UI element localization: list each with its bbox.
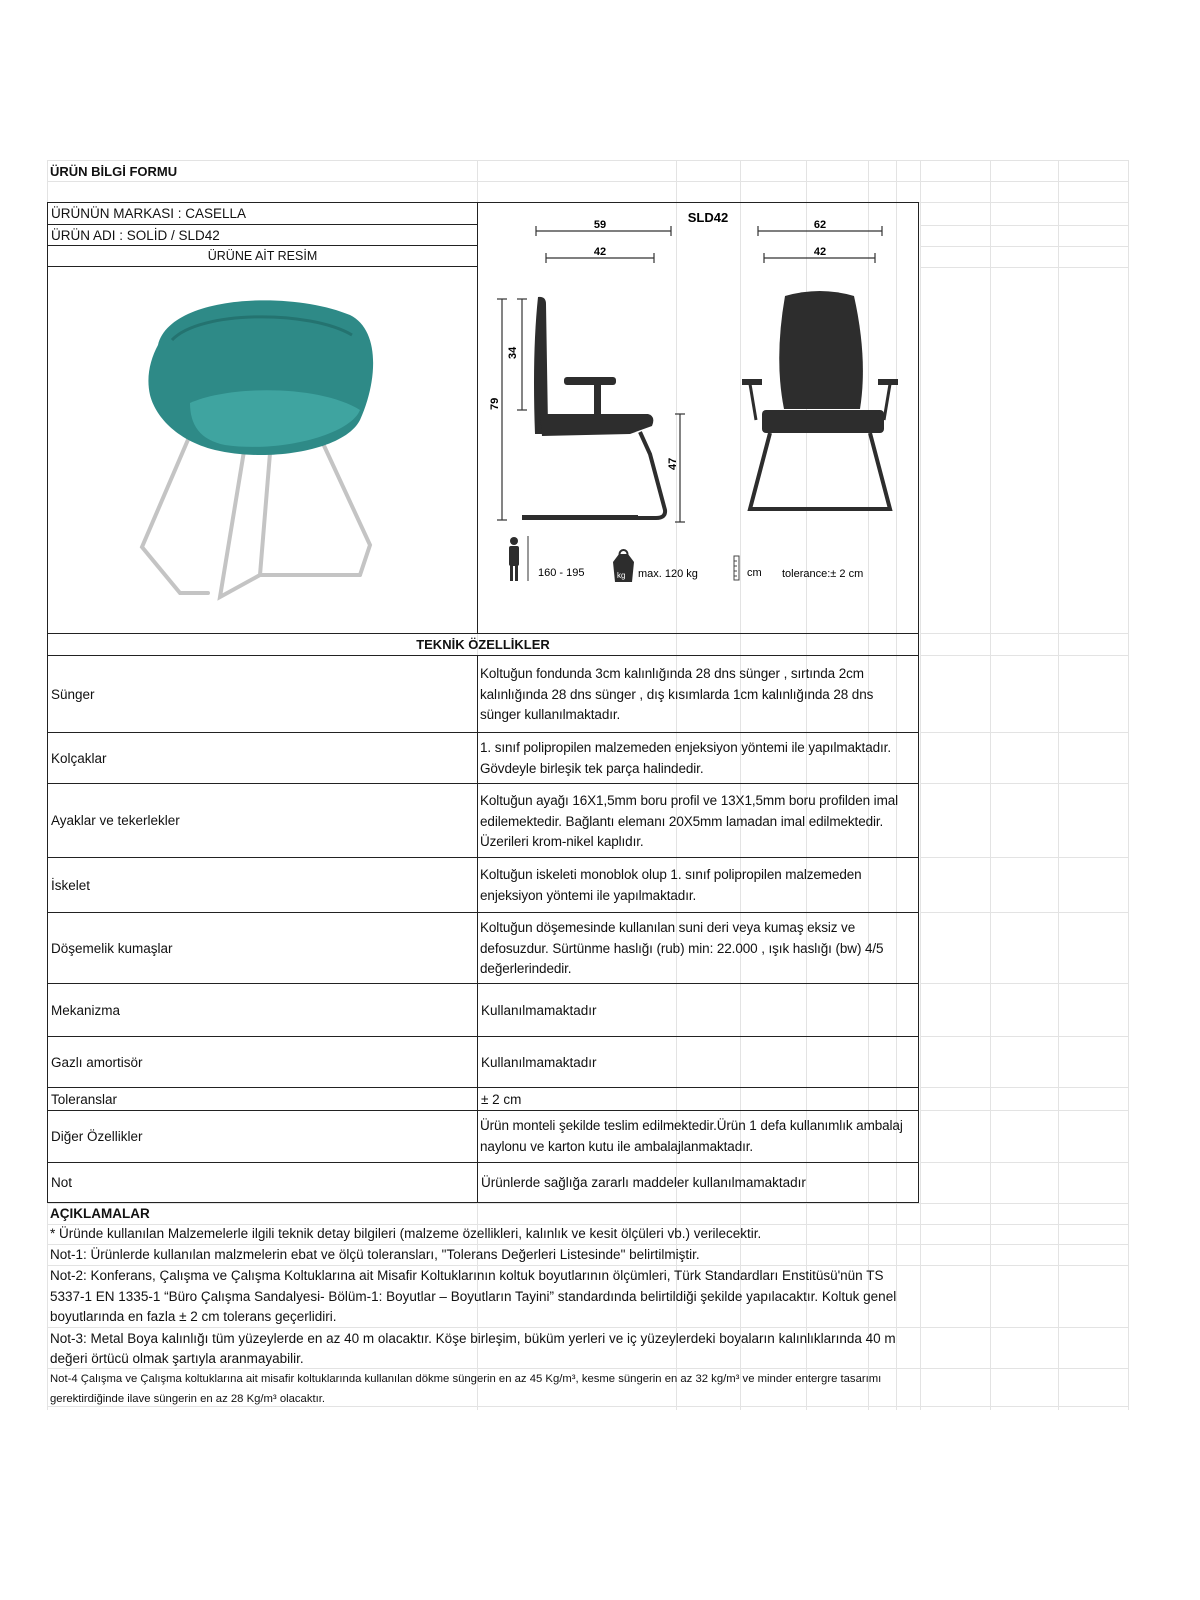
tolerance-label: tolerance:± 2 cm [782, 568, 864, 580]
spec-label-text: Kolçaklar [51, 750, 107, 766]
spec-value [477, 983, 919, 1037]
spec-value [477, 655, 919, 733]
spec-label [47, 983, 478, 1037]
product-photo [120, 285, 390, 615]
specs-title-text: TEKNİK ÖZELLİKLER [416, 637, 550, 652]
spec-label-text: Gazlı amortisör [51, 1054, 143, 1070]
chair-shell [148, 300, 373, 455]
note-star: * Üründe kullanılan Malzemelerle ilgili teknik detay bilgileri (malzeme özellikleri, kalınlık ve kesit ölçüleri vb.) verilecektir. [50, 1226, 762, 1241]
spec-label [47, 857, 478, 913]
front-view-chair [742, 291, 898, 509]
side-view-chair [522, 297, 665, 520]
brand-text: ÜRÜNÜN MARKASI : CASELLA [51, 206, 247, 221]
spec-label [47, 912, 478, 984]
note-4: Not-4 Çalışma ve Çalışma koltuklarına ait misafir koltuklarında kullanılan dökme süngerin en az 45 Kg/m³, kesme süngerin en az 32 kg/m³ ve minder entergre tasarımı gerektirdiğinde ilave süngerin en az 28 Kg/m³ olacaktır. [50, 1372, 882, 1405]
spec-value-text: Koltuğun fondunda 3cm kalınlığında 28 dns sünger , sırtında 2cm kalınlığında 28 dns sünger , dış kısımlarda 1cm kalınlığında 28 dns sünger kullanılmaktadır. [480, 666, 874, 722]
spec-label [47, 783, 478, 858]
dim-seat-height: 47 [667, 457, 679, 470]
ruler-icon [734, 556, 739, 580]
spec-label [47, 655, 478, 733]
dim-total-height: 79 [489, 397, 501, 410]
spec-label-text: Toleranslar [51, 1091, 118, 1107]
notes-block [50, 1224, 918, 1409]
spec-value-text: Ürünlerde sağlığa zararlı maddeler kullanılmamaktadır [481, 1175, 806, 1190]
image-caption: ÜRÜNE AİT RESİM [207, 249, 318, 263]
image-divider [477, 202, 478, 634]
spec-label [47, 1162, 478, 1203]
spec-value [477, 1087, 919, 1111]
spec-value-text: Kullanılmamaktadır [481, 1054, 597, 1070]
spec-label [47, 1087, 478, 1111]
unit-label: cm [747, 567, 762, 579]
dim-back-height: 34 [507, 346, 519, 359]
spec-value-text: Koltuğun döşemesinde kullanılan suni deri veya kumaş eksiz ve defosuzdur. Sürtünme haslığı (rub) min: 22.000 , ışık haslığı (bw) 4/5 değerlerindedir. [480, 920, 884, 976]
spec-value-text: ± 2 cm [481, 1091, 522, 1107]
notes-title: AÇIKLAMALAR [50, 1206, 150, 1221]
note-2: Not-2: Konferans, Çalışma ve Çalışma Koltuklarına ait Misafir Koltuklarının koltuk boyutlarının ölçümleri, Türk Standardları Enstitüsü'nün TS 5337-1 EN 1335-1 “Büro Çalışma Sandalyesi- Bölüm-1: Boyutlar – Boyutların Tayini” standardında belirtildiği şekilde yapılacaktır. Koltuk genel boyutlarında en fazla ± 2 cm tolerans geçerlidiri. [50, 1268, 897, 1324]
spec-value [477, 857, 919, 913]
spec-value [477, 732, 919, 784]
spec-value [477, 1110, 919, 1163]
weight-icon-label: kg [617, 571, 626, 580]
dim-front-width: 62 [813, 219, 827, 231]
spec-label [47, 1110, 478, 1163]
spec-label-text: Diğer Özellikler [51, 1129, 143, 1144]
spec-value-text: 1. sınıf polipropilen malzemeden enjeksiyon yöntemi ile yapılmaktadır. Gövdeyle birleşik tek parça halindedir. [480, 740, 891, 776]
max-weight: max. 120 kg [638, 568, 698, 580]
spec-value [477, 1162, 919, 1203]
form-title: ÜRÜN BİLGİ FORMU [50, 164, 178, 179]
product-name-text: ÜRÜN ADI : SOLİD / SLD42 [51, 227, 220, 243]
dim-side-width: 59 [593, 219, 607, 231]
specs-title [47, 633, 919, 656]
chair-legs [142, 435, 370, 597]
spec-label-text: Döşemelik kumaşlar [51, 940, 173, 956]
spec-label [47, 1036, 478, 1088]
spec-value-text: Ürün monteli şekilde teslim edilmektedir.Ürün 1 defa kullanımlık ambalaj naylonu ve karton kutu ile ambalajlanmaktadır. [480, 1118, 903, 1154]
note-3: Not-3: Metal Boya kalınlığı tüm yüzeylerde en az 40 m olacaktır. Köşe birleşim, büküm yerleri ve iç yüzeylerdeki boyaların kalınlıklarında 40 m değeri örtücü olmak şartıyla aranmayabilir. [50, 1330, 896, 1366]
spec-label [47, 732, 478, 784]
spec-label-text: Not [51, 1175, 73, 1190]
spec-label-text: Ayaklar ve tekerlekler [51, 813, 180, 828]
person-range: 160 - 195 [538, 567, 585, 579]
model-code: SLD42 [687, 210, 729, 225]
person-icon [509, 536, 528, 581]
spec-value-text: Koltuğun ayağı 16X1,5mm boru profil ve 13X1,5mm boru profilden imal edilemektedir. Bağlantı elemanı 20X5mm lamadan imal edilmektedir. Üzerileri krom-nikel kaplıdır. [480, 793, 899, 849]
spec-value-text: Koltuğun iskeleti monoblok olup 1. sınıf polipropilen malzemeden enjeksiyon yöntemi ile yapılmaktadır. [480, 867, 862, 903]
note-1: Not-1: Ürünlerde kullanılan malzmelerin ebat ve ölçü toleransları, "Tolerans Değerleri Listesinde" belirtilmiştir. [50, 1246, 700, 1262]
dimension-diagram [480, 204, 918, 632]
spec-value [477, 912, 919, 984]
spec-value-text: Kullanılmamaktadır [481, 1002, 597, 1018]
spec-value [477, 783, 919, 858]
spec-label-text: Sünger [51, 686, 95, 702]
spec-label-text: İskelet [51, 877, 91, 893]
spec-value [477, 1036, 919, 1088]
spec-label-text: Mekanizma [51, 1002, 121, 1018]
dim-side-seat-width: 42 [593, 246, 607, 258]
dim-front-seat-width: 42 [813, 246, 827, 258]
